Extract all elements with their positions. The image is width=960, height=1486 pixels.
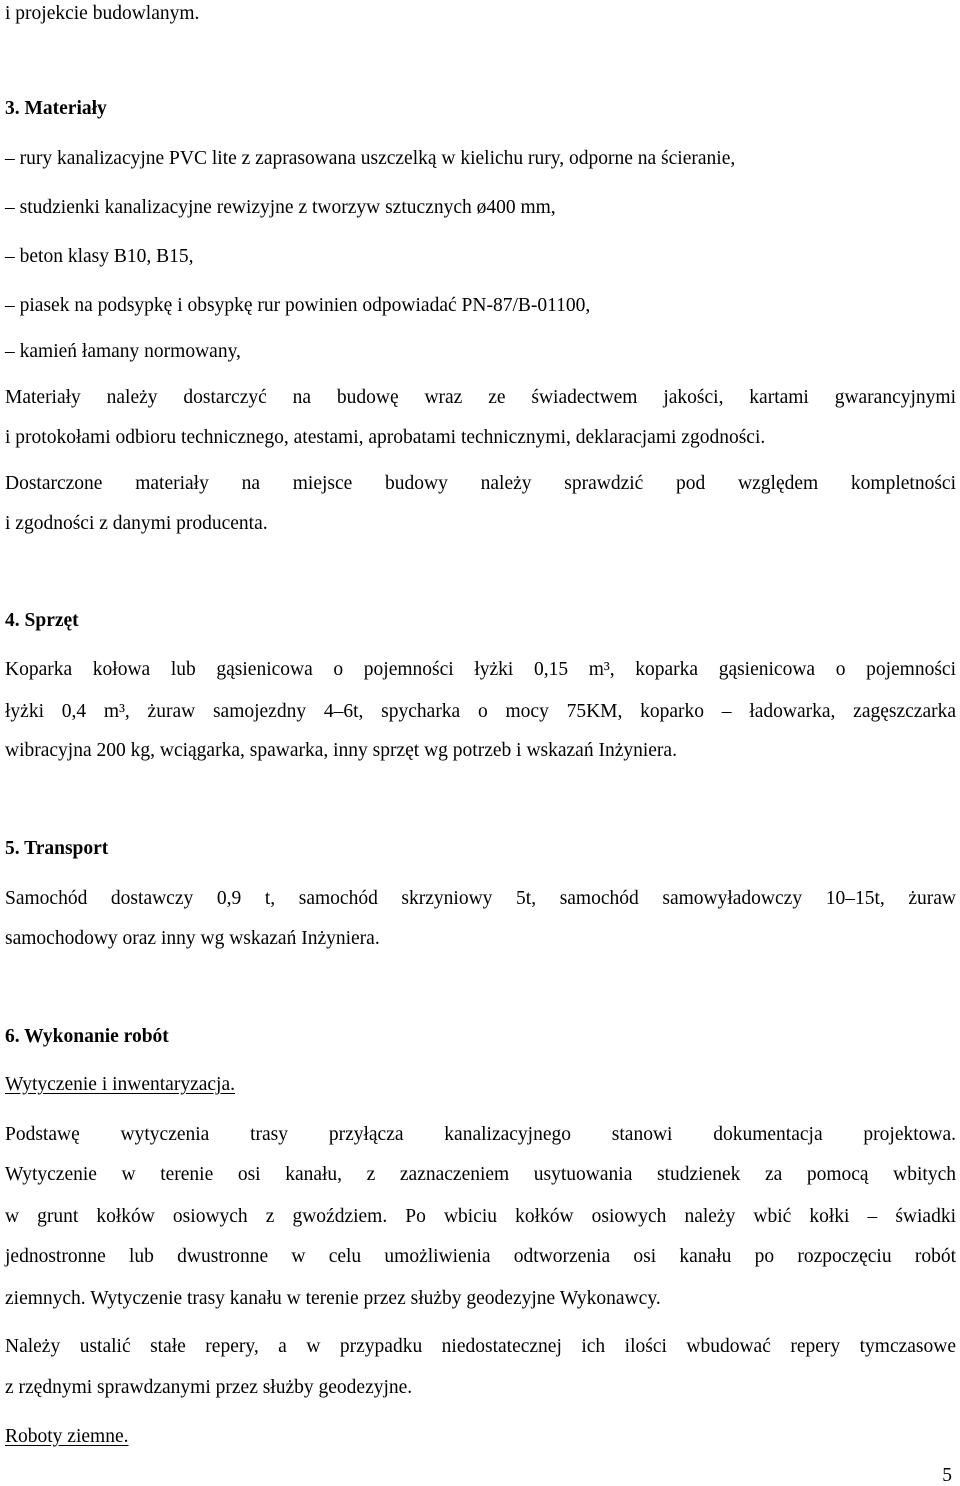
paragraph-line: Samochód dostawczy 0,9 t, samochód skrzyniowy 5t, samochód samowyładowczy 10–15t, żuraw bbox=[5, 888, 956, 909]
page-number: 5 bbox=[942, 1465, 952, 1486]
paragraph-line: Wytyczenie w terenie osi kanału, z zaznaczeniem usytuowania studzienek za pomocą wbitych bbox=[5, 1164, 956, 1185]
paragraph-line: ziemnych. Wytyczenie trasy kanału w terenie przez służby geodezyjne Wykonawcy. bbox=[5, 1288, 661, 1309]
section-heading-wykonanie: 6. Wykonanie robót bbox=[5, 1026, 169, 1047]
paragraph-line: wibracyjna 200 kg, wciągarka, spawarka, inny sprzęt wg potrzeb i wskazań Inżyniera. bbox=[5, 740, 677, 761]
list-item: – studzienki kanalizacyjne rewizyjne z tworzyw sztucznych ø400 mm, bbox=[5, 197, 556, 218]
subheading-wytyczenie: Wytyczenie i inwentaryzacja. bbox=[5, 1074, 235, 1095]
paragraph-line: i protokołami odbioru technicznego, atestami, aprobatami technicznymi, deklaracjami zgodności. bbox=[5, 427, 766, 448]
subheading-roboty-ziemne: Roboty ziemne. bbox=[5, 1426, 129, 1447]
paragraph-line: Należy ustalić stałe repery, a w przypadku niedostatecznej ich ilości wbudować repery tymczasowe bbox=[5, 1336, 956, 1357]
paragraph-line: Podstawę wytyczenia trasy przyłącza kanalizacyjnego stanowi dokumentacja projektowa. bbox=[5, 1124, 956, 1145]
list-item: – piasek na podsypkę i obsypkę rur powinien odpowiadać PN-87/B-01100, bbox=[5, 295, 591, 316]
list-item: – rury kanalizacyjne PVC lite z zaprasowana uszczelką w kielichu rury, odporne na ścieranie, bbox=[5, 148, 736, 169]
section-heading-sprzet: 4. Sprzęt bbox=[5, 610, 79, 631]
paragraph-line: łyżki 0,4 m³, żuraw samojezdny 4–6t, spycharka o mocy 75KM, koparko – ładowarka, zagęszczarka bbox=[5, 701, 956, 722]
text-line: i projekcie budowlanym. bbox=[5, 3, 200, 24]
section-heading-materialy: 3. Materiały bbox=[5, 98, 107, 119]
paragraph-line: i zgodności z danymi producenta. bbox=[5, 513, 268, 534]
paragraph-line: Materiały należy dostarczyć na budowę wraz ze świadectwem jakości, kartami gwarancyjnymi bbox=[5, 387, 956, 408]
list-item: – beton klasy B10, B15, bbox=[5, 246, 194, 267]
section-heading-transport: 5. Transport bbox=[5, 838, 109, 859]
paragraph-line: samochodowy oraz inny wg wskazań Inżyniera. bbox=[5, 928, 380, 949]
paragraph-line: Dostarczone materiały na miejsce budowy należy sprawdzić pod względem kompletności bbox=[5, 473, 956, 494]
paragraph-line: z rzędnymi sprawdzanymi przez służby geodezyjne. bbox=[5, 1377, 413, 1398]
paragraph-line: w grunt kołków osiowych z gwoździem. Po wbiciu kołków osiowych należy wbić kołki – świadki bbox=[5, 1206, 956, 1227]
paragraph-line: jednostronne lub dwustronne w celu umożliwienia odtworzenia osi kanału po rozpoczęciu robót bbox=[5, 1246, 956, 1267]
list-item: – kamień łamany normowany, bbox=[5, 341, 241, 362]
paragraph-line: Koparka kołowa lub gąsienicowa o pojemności łyżki 0,15 m³, koparka gąsienicowa o pojemności bbox=[5, 659, 956, 680]
